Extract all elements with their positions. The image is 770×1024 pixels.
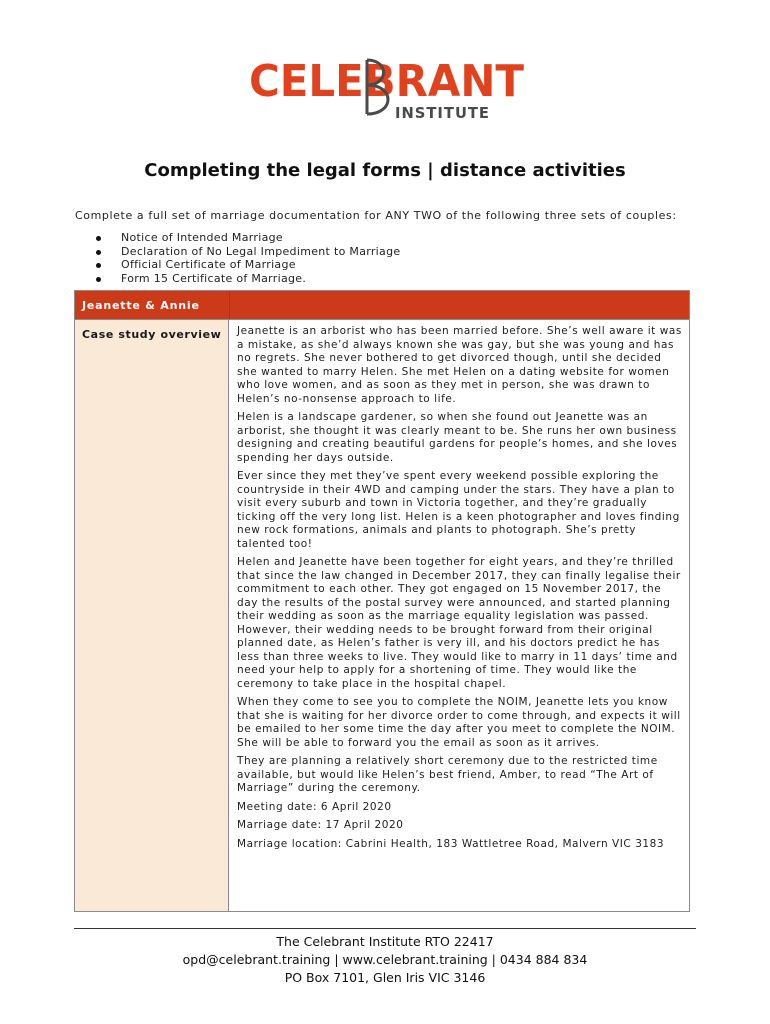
case-label-cell bbox=[75, 320, 229, 911]
instructions-text: Complete a full set of marriage documentation for ANY TWO of the following three sets of couples: bbox=[75, 209, 677, 222]
case-paragraph: Ever since they met they’ve spent every weekend possible exploring the countryside in their 4WD and camping under the stars. They have a plan to visit every suburb and town in Victoria together, and they’re gradually ticking off the very long list. Helen is a keen photographer and loves finding new rock formations, animals and plants to photograph. She’s pretty talented too! bbox=[237, 470, 680, 550]
page-title: Completing the legal forms | distance activities bbox=[144, 160, 626, 181]
case-paragraph: They are planning a relatively short ceremony due to the restricted time available, but would like Helen’s best friend, Amber, to read “The Art of Marriage” during the ceremony. bbox=[237, 755, 658, 794]
header-divider bbox=[229, 291, 230, 319]
list-item: Form 15 Certificate of Marriage. bbox=[96, 272, 400, 286]
footer-rto: The Celebrant Institute RTO 22417 bbox=[276, 934, 494, 949]
footer-contact: opd@celebrant.training | www.celebrant.training | 0434 884 834 bbox=[182, 952, 588, 967]
case-label: Case study overview bbox=[82, 328, 222, 341]
page-footer bbox=[0, 933, 770, 987]
footer-address: PO Box 7101, Glen Iris VIC 3146 bbox=[284, 970, 486, 985]
case-study-table bbox=[74, 290, 690, 912]
footer-divider bbox=[74, 928, 696, 929]
logo-mark bbox=[249, 52, 524, 122]
logo-wordmark: CELEBRANT bbox=[249, 56, 524, 107]
case-paragraph: When they come to see you to complete the NOIM, Jeanette lets you know that she is waiting for her divorce order to come through, and expects it will be emailed to her some time the day after you meet to complete the NOIM. She will be able to forward you the email as soon as it arrives. bbox=[237, 696, 681, 749]
marriage-date: Marriage date: 17 April 2020 bbox=[237, 819, 404, 831]
case-header-row bbox=[75, 291, 689, 320]
list-item: Declaration of No Legal Impediment to Marriage bbox=[96, 245, 400, 259]
forms-list bbox=[96, 231, 400, 285]
case-content-cell bbox=[237, 325, 683, 856]
meeting-date: Meeting date: 6 April 2020 bbox=[237, 800, 392, 813]
case-body-row bbox=[75, 320, 689, 911]
list-item: Official Certificate of Marriage bbox=[96, 258, 400, 272]
marriage-location: Marriage location: Cabrini Health, 183 Wattletree Road, Malvern VIC 3183 bbox=[237, 837, 665, 850]
case-paragraph: Helen and Jeanette have been together for eight years, and they’re thrilled that since the law changed in December 2017, they can finally legalise their commitment to each other. They got engaged on 15 November 2017, the day the results of the postal survey were announced, and started planning their wedding as soon as the marriage equality legislation was passed. However, their wedding needs to be brought forward from their original planned date, as Helen’s father is very ill, and his doctors predict he has less than three weeks to live. They would like to marry in 11 days’ time and need your help to apply for a shortening of time. They would like the ceremony to take place in the hospital chapel. bbox=[237, 556, 681, 690]
case-paragraph: Jeanette is an arborist who has been married before. She’s well aware it was a mistake, as she’d always known she was gay, but she was young and has no regrets. She never bothered to get divorced though, until she decided she wanted to marry Helen. She met Helen on a dating website for women who love women, and as soon as they met in person, she was drawn to Helen’s no-nonsense approach to life. bbox=[237, 325, 682, 405]
case-couple-name: Jeanette & Annie bbox=[82, 299, 200, 312]
list-item: Notice of Intended Marriage bbox=[96, 231, 400, 245]
celebrant-institute-logo bbox=[249, 52, 524, 122]
case-paragraph: Helen is a landscape gardener, so when she found out Jeanette was an arborist, she thought it was clearly meant to be. She runs her own business designing and creating beautiful gardens for people’s homes, and she loves spending her days outside. bbox=[237, 411, 678, 464]
logo-subtitle: INSTITUTE bbox=[395, 104, 490, 122]
